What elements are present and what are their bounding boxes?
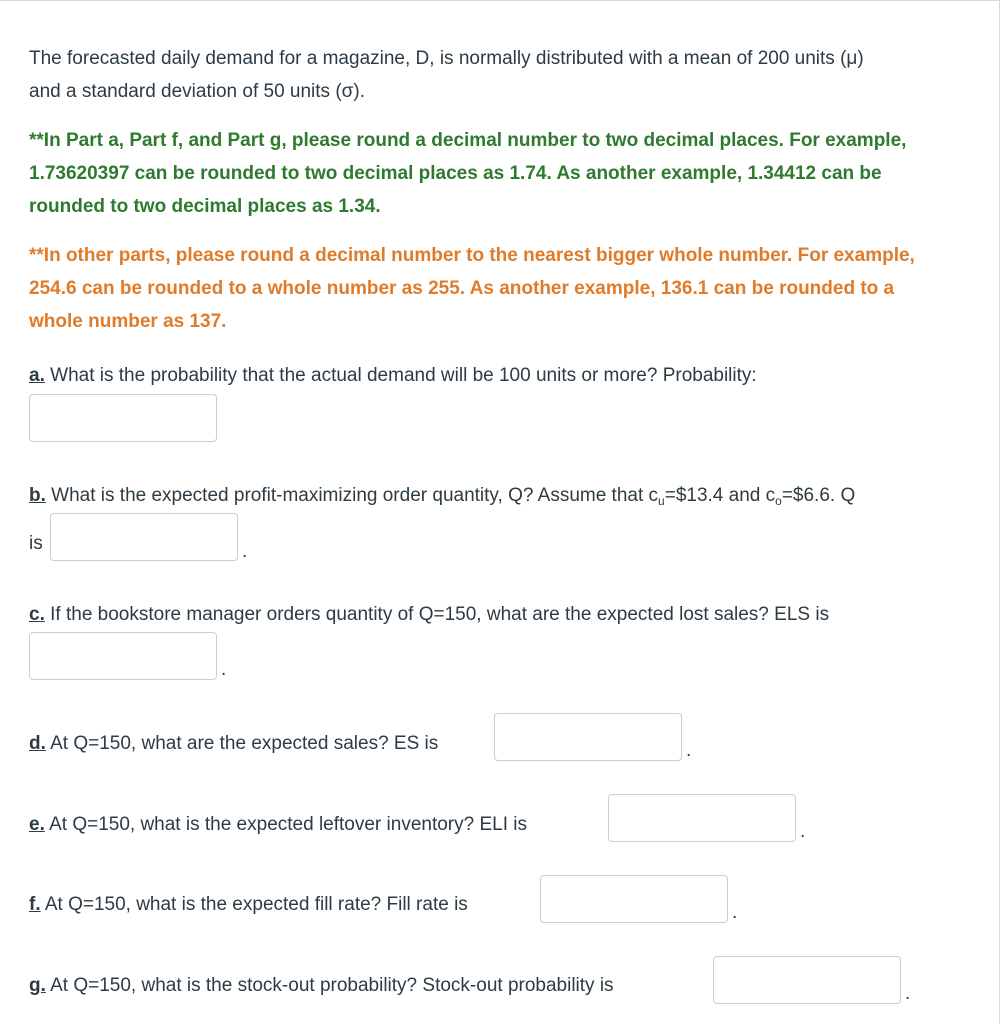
question-b-is: is	[29, 533, 43, 554]
question-e	[29, 808, 527, 841]
question-c-text: If the bookstore manager orders quantity of Q=150, what are the expected lost sales? ELS is	[44, 604, 830, 625]
answer-b-period: .	[242, 541, 248, 562]
question-b-text-mid: =$13.4 and c	[664, 485, 776, 506]
question-d	[29, 727, 438, 760]
question-e-text: At Q=150, what is the expected leftover inventory? ELI is	[44, 814, 527, 835]
answer-f-input[interactable]	[540, 875, 728, 923]
orange-note-line-2: 254.6 can be rounded to a whole number as 255. As another example, 136.1 can be rounded to a	[29, 278, 895, 299]
question-b-text-before: What is the expected profit-maximizing order quantity, Q? Assume that c	[45, 485, 659, 506]
question-a-text: What is the probability that the actual demand will be 100 units or more? Probability:	[44, 365, 757, 386]
answer-e-period: .	[800, 821, 806, 842]
question-b-sub-u: u	[658, 494, 665, 508]
question-f-label: f.	[29, 894, 41, 915]
question-g-text: At Q=150, what is the stock-out probability? Stock-out probability is	[45, 975, 614, 996]
intro-line-2: and a standard deviation of 50 units (σ).	[29, 81, 365, 102]
intro-line-1: The forecasted daily demand for a magazine, D, is normally distributed with a mean of 200 units (μ)	[29, 48, 864, 69]
green-note-line-3: rounded to two decimal places as 1.34.	[29, 196, 381, 217]
green-note-line-2: 1.73620397 can be rounded to two decimal places as 1.74. As another example, 1.34412 can be	[29, 163, 882, 184]
answer-e-input[interactable]	[608, 794, 796, 842]
question-f	[29, 888, 468, 921]
green-note-line-1: **In Part a, Part f, and Part g, please round a decimal number to two decimal places. For example,	[29, 130, 907, 151]
answer-d-period: .	[686, 740, 692, 761]
answer-f-period: .	[732, 902, 738, 923]
question-a	[29, 359, 757, 392]
question-b	[29, 479, 855, 512]
question-b-text-after: =$6.6. Q	[781, 485, 856, 506]
question-b-label: b.	[29, 485, 46, 506]
answer-c-input[interactable]	[29, 632, 217, 680]
question-g	[29, 969, 614, 1002]
question-f-text: At Q=150, what is the expected fill rate? Fill rate is	[40, 894, 468, 915]
answer-g-input[interactable]	[713, 956, 901, 1004]
question-c	[29, 598, 829, 631]
question-d-label: d.	[29, 733, 46, 754]
answer-g-period: .	[905, 983, 911, 1004]
question-b-sub-o: o	[775, 494, 782, 508]
orange-note-line-1: **In other parts, please round a decimal number to the nearest bigger whole number. For example,	[29, 245, 915, 266]
answer-b-input[interactable]	[50, 513, 238, 561]
question-a-label: a.	[29, 365, 45, 386]
orange-note-line-3: whole number as 137.	[29, 311, 227, 332]
answer-d-input[interactable]	[494, 713, 682, 761]
question-c-label: c.	[29, 604, 45, 625]
answer-a-input[interactable]	[29, 394, 217, 442]
question-e-label: e.	[29, 814, 45, 835]
answer-c-period: .	[221, 659, 227, 680]
question-d-text: At Q=150, what are the expected sales? ES is	[45, 733, 439, 754]
question-g-label: g.	[29, 975, 46, 996]
